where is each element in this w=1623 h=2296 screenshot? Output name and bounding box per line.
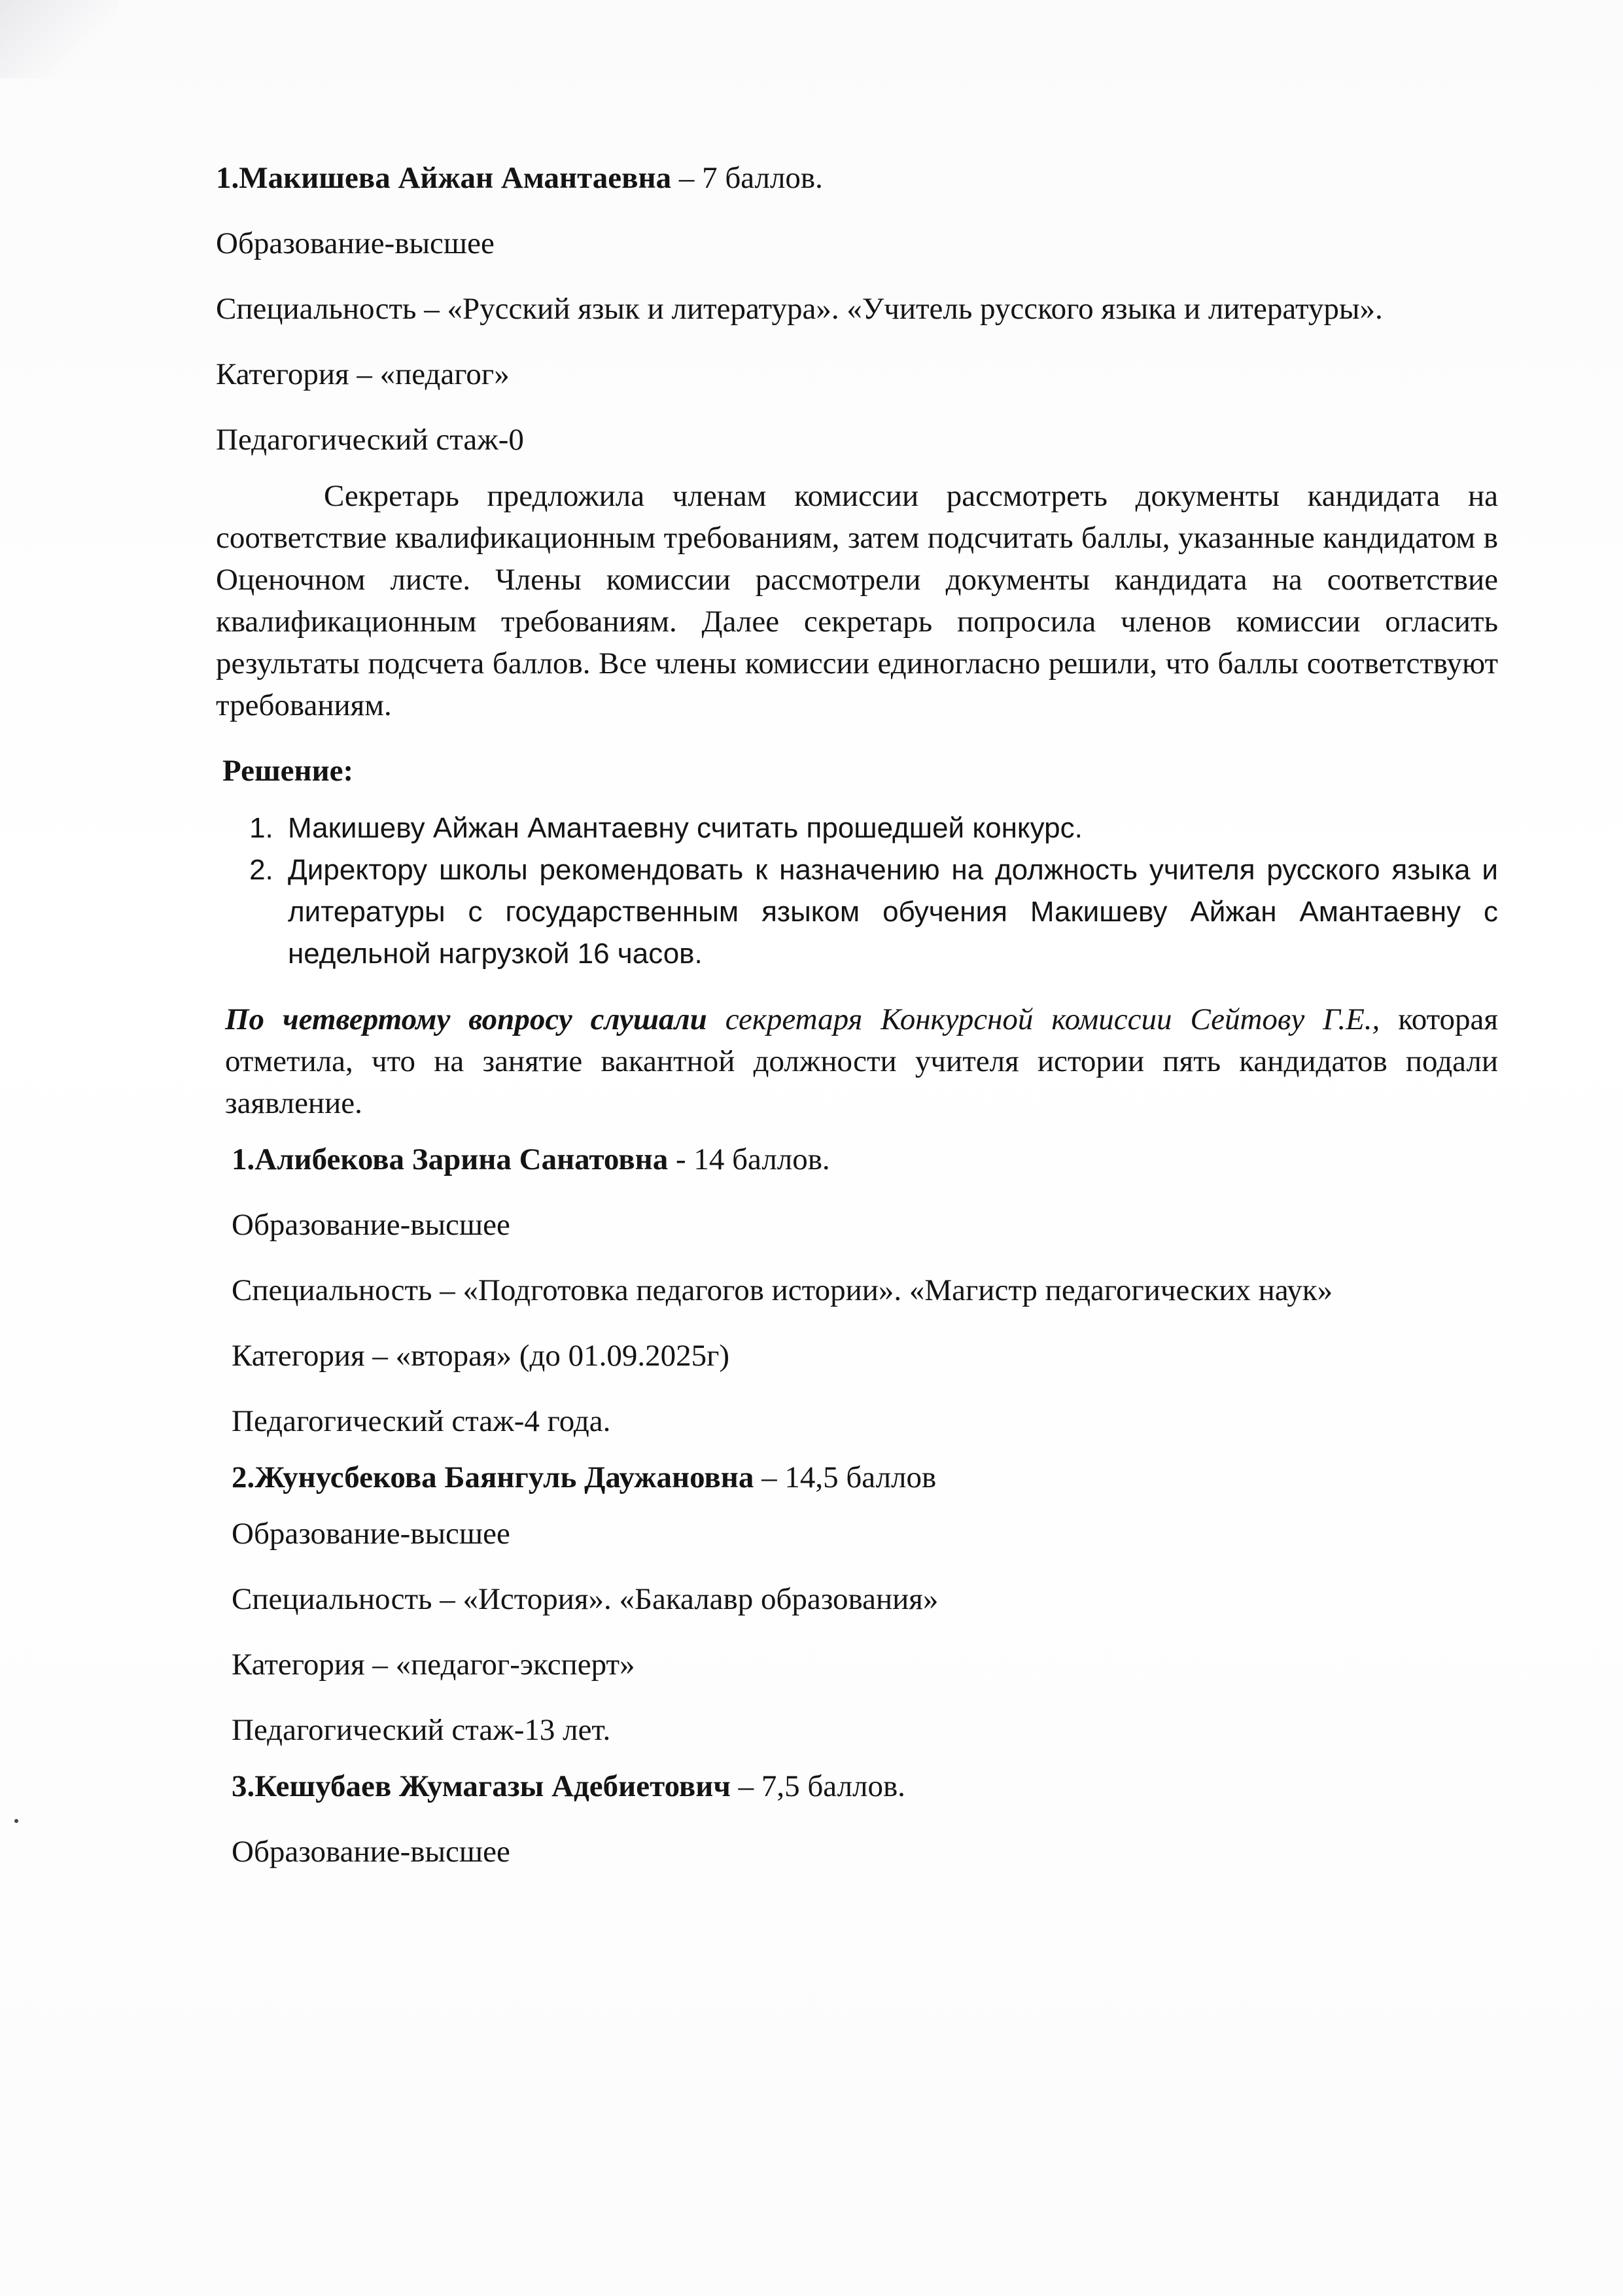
candidate-specialty: Специальность – «Русский язык и литература». «Учитель русского языка и литературы». — [216, 292, 1383, 326]
candidate-1-heading — [216, 157, 1498, 199]
decision-heading: Решение: — [222, 754, 354, 788]
decision-item: 2. Директору школы рекомендовать к назначению на должность учителя русского языка и литературы с государственным языком обучения Макишеву Айжан Амантаевну с недельной нагрузкой 16 часов. — [281, 849, 1498, 975]
candidate-score: – 14,5 баллов — [754, 1460, 937, 1494]
candidate-experience: Педагогический стаж-13 лет. — [232, 1713, 611, 1747]
candidate-4-heading — [232, 1765, 1498, 1807]
candidate-score: – 7 баллов. — [671, 161, 823, 195]
question-lead: По четвертому вопросу слушали — [225, 1002, 707, 1036]
candidate-name: 3.Кешубаев Жумагазы Адебиетович — [232, 1769, 731, 1803]
candidate-education: Образование-высшее — [216, 226, 495, 260]
document-body — [216, 157, 1498, 1873]
candidate-education: Образование-высшее — [232, 1208, 510, 1242]
candidate-experience: Педагогический стаж-0 — [216, 423, 524, 457]
candidate-experience: Педагогический стаж-4 года. — [232, 1404, 611, 1438]
candidate-category: Категория – «вторая» (до 01.09.2025г) — [232, 1339, 730, 1373]
fourth-question-paragraph — [216, 998, 1498, 1124]
scan-corner-shadow — [0, 0, 118, 79]
question-text: которая отметила, что на занятие вакантной должности учителя истории пять кандидатов подали заявление. — [225, 1002, 1498, 1120]
question-speaker: секретаря Конкурсной комиссии Сейтову Г.Е., — [707, 1002, 1380, 1036]
scan-speck — [14, 1819, 18, 1823]
candidate-education: Образование-высшее — [232, 1517, 510, 1551]
candidate-specialty: Специальность – «Подготовка педагогов истории». «Магистр педагогических наук» — [232, 1273, 1333, 1307]
decision-item: 1. Макишеву Айжан Амантаевну считать прошедшей конкурс. — [281, 807, 1498, 849]
candidate-score: – 7,5 баллов. — [730, 1769, 905, 1803]
candidate-score: - 14 баллов. — [668, 1142, 830, 1176]
candidate-name: 1.Алибекова Зарина Санатовна — [232, 1142, 669, 1176]
secretary-paragraph: Секретарь предложила членам комиссии рассмотреть документы кандидата на соответствие квалификационным требованиям, затем подсчитать баллы, указанные кандидатом в Оценочном листе. Члены комиссии рассмотрели документы кандидата на соответствие квалификационным требованиям. Далее секретарь попросила членов комиссии огласить результаты подсчета баллов. Все члены комиссии единогласно решили, что баллы соответствуют требованиям. — [216, 479, 1498, 722]
candidate-category: Категория – «педагог-эксперт» — [232, 1648, 635, 1682]
candidates-history-block — [216, 1139, 1498, 1873]
candidate-3-heading — [232, 1457, 1498, 1498]
candidate-category: Категория – «педагог» — [216, 357, 510, 391]
candidate-education: Образование-высшее — [232, 1835, 510, 1869]
candidate-specialty: Специальность – «История». «Бакалавр образования» — [232, 1582, 939, 1616]
candidate-name: 1.Макишева Айжан Амантаевна — [216, 161, 672, 195]
candidate-2-heading — [232, 1139, 1498, 1180]
decision-list — [216, 807, 1498, 975]
candidate-name: 2.Жунусбекова Баянгуль Даужановна — [232, 1460, 754, 1494]
